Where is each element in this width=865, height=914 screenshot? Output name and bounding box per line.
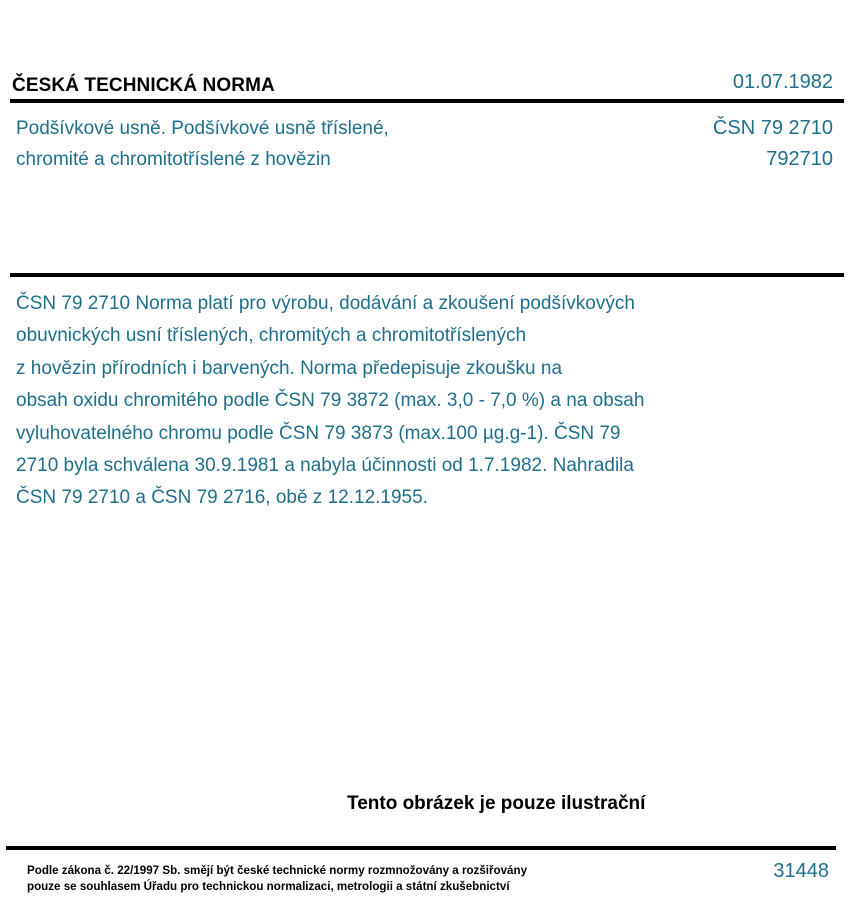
abstract-line: obsah oxidu chromitého podle ČSN 79 3872 (max. 3,0 - 7,0 %) a na obsah (16, 390, 645, 412)
footer-rule (6, 846, 836, 850)
abstract-line: vyluhovatelného chromu podle ČSN 79 3873 (max.100 µg.g-1). ČSN 79 (16, 422, 621, 444)
abstract-line: ČSN 79 2710 Norma platí pro výrobu, dodávání a zkoušení podšívkových (16, 293, 635, 314)
standard-title-line-2: chromité a chromitotříslené z hovězin (16, 149, 331, 170)
footer-document-number: 31448 (773, 860, 829, 882)
abstract-line: ČSN 79 2710 a ČSN 79 2716, obě z 12.12.1955. (16, 487, 428, 509)
header-rule (10, 99, 844, 103)
section-rule (10, 273, 844, 277)
document-header-title: ČESKÁ TECHNICKÁ NORMA (12, 75, 275, 96)
abstract-text (16, 288, 756, 515)
abstract-line: 2710 byla schválena 30.9.1981 a nabyla účinnosti od 1.7.1982. Nahradila (16, 455, 634, 477)
standard-title-line-1: Podšívkové usně. Podšívkové usně tříslené, (16, 118, 389, 139)
footer-legal-line-1: Podle zákona č. 22/1997 Sb. smějí být české technické normy rozmnožovány a rozšiřovány (27, 864, 528, 877)
illustration-note: Tento obrázek je pouze ilustrační (347, 793, 646, 814)
issue-date: 01.07.1982 (732, 71, 833, 93)
footer-legal-notice (27, 863, 527, 895)
abstract-line: obuvnických usní tříslených, chromitých a chromitotříslených (16, 325, 527, 347)
footer-legal-line-2: pouze se souhlasem Úřadu pro technickou normalizaci, metrologii a státní zkušebnictví (27, 880, 510, 893)
abstract-line: z hovězin přírodních i barvených. Norma předepisuje zkoušku na (16, 357, 563, 379)
standard-code: ČSN 79 2710 (712, 117, 833, 139)
standard-class-number: 792710 (766, 148, 833, 170)
